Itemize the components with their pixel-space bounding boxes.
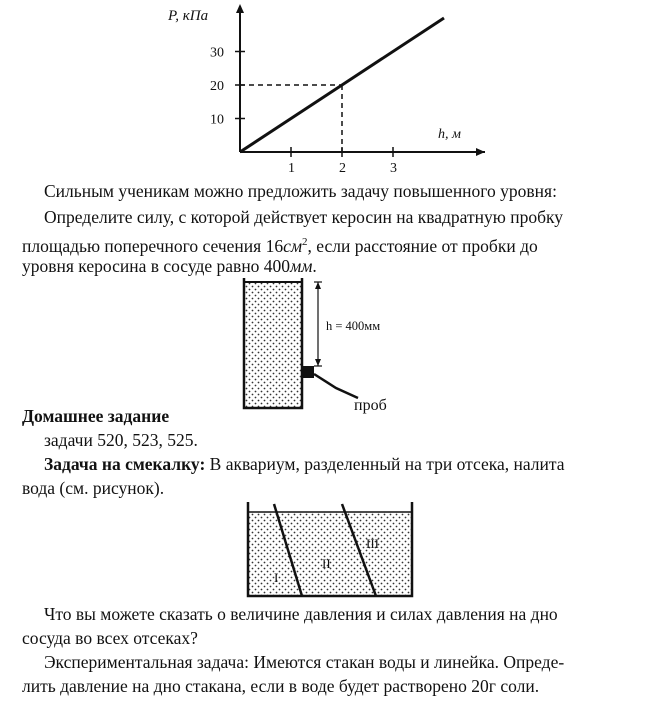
y-tick-label: 30	[210, 45, 224, 61]
pressure-height-chart	[0, 0, 663, 180]
y-tick-label: 10	[210, 112, 224, 128]
experiment-line-2: лить давление на дно стакана, если в воде будет растворено 20г соли.	[22, 676, 540, 696]
text-line-1: Сильным ученикам можно предложить задачу повышенного уровня:	[44, 181, 557, 201]
experiment-line-1: Экспериментальная задача: Имеются стакан воды и линейка. Опреде-	[44, 652, 565, 672]
y-axis-label: P, кПа	[168, 8, 209, 24]
text-line-4-a: уровня керосина в сосуде равно 400	[22, 256, 291, 276]
text-line-3-a: площадью поперечного сечения 16	[22, 235, 284, 256]
text-line-3-b: , если расстояние от пробки до	[307, 235, 538, 256]
x-tick-label: 2	[339, 161, 346, 176]
unit-cm-power: 2	[302, 236, 308, 248]
kerosene-fill	[244, 282, 302, 408]
x-axis-arrow	[476, 148, 485, 156]
compartment-label-1: I	[274, 570, 279, 585]
question-line-2: сосуда во всех отсеках?	[22, 628, 198, 648]
question-line-1: Что вы можете сказать о величине давления и силах давления на дно	[44, 604, 558, 624]
riddle-line-1	[44, 453, 565, 475]
kerosene-vessel-figure	[230, 270, 430, 415]
homework-heading: Домашнее задание	[22, 406, 170, 426]
unit-cm: см	[283, 235, 303, 256]
aquarium-figure	[236, 498, 424, 602]
plug	[302, 366, 314, 378]
text-line-4-b: .	[312, 256, 317, 276]
x-tick-label: 3	[390, 161, 397, 176]
height-label: h = 400мм	[326, 319, 381, 333]
compartment-label-2: II	[322, 556, 331, 571]
plug-leader-line	[314, 374, 358, 398]
riddle-line-2: вода (см. рисунок).	[22, 478, 165, 498]
homework-tasks: задачи 520, 523, 525.	[44, 430, 198, 450]
x-axis-label: h, м	[438, 127, 461, 142]
riddle-label: Задача на смекалку:	[44, 454, 206, 474]
text-line-3	[22, 231, 538, 257]
compartment-label-3: III	[366, 536, 379, 551]
x-tick-label: 1	[288, 161, 295, 176]
water-fill	[248, 512, 412, 596]
y-axis-arrow	[236, 4, 244, 13]
y-tick-label: 20	[210, 79, 224, 94]
riddle-text: В аквариум, разделенный на три отсека, налита	[205, 454, 565, 474]
plug-label: проб	[354, 397, 387, 414]
text-line-2: Определите силу, с которой действует керосин на квадратную пробку	[44, 207, 563, 227]
unit-mm: мм	[290, 256, 313, 276]
